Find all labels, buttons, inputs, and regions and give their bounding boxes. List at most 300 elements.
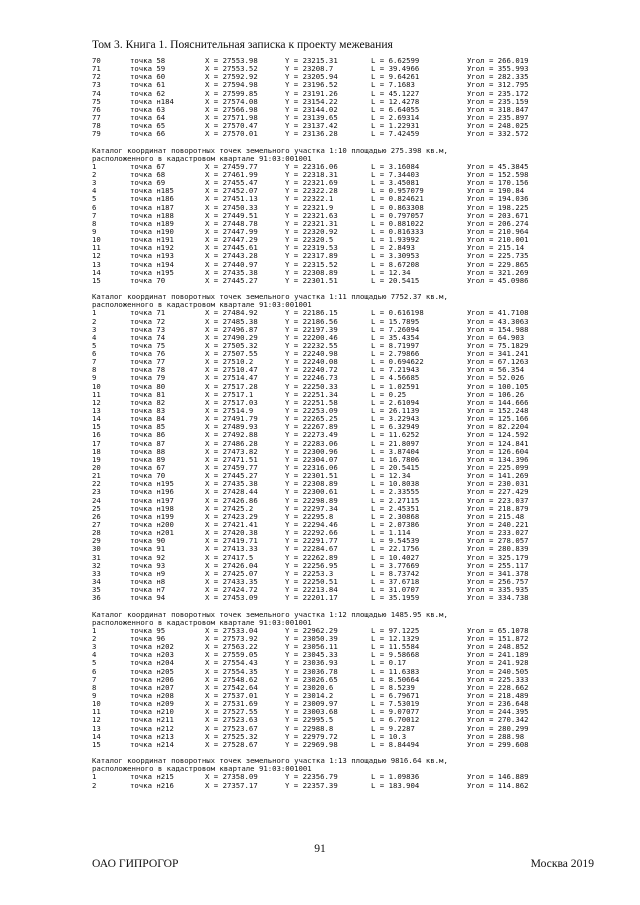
x-coordinate: X = 27533.04 [205, 625, 258, 635]
angle: Угол = 334.738 [467, 593, 529, 603]
point-name: точка н196 [130, 487, 174, 497]
point-name: точка 69 [130, 178, 166, 188]
length: L = 1.22931 [371, 121, 420, 131]
row-number: 13 [92, 259, 101, 269]
length: L = 12.34 [371, 267, 411, 277]
row-number: 3 [92, 324, 97, 334]
row-number: 75 [92, 96, 101, 106]
x-coordinate: X = 27486.28 [205, 438, 258, 448]
y-coordinate: Y = 22979.72 [285, 731, 338, 741]
x-coordinate: X = 27542.64 [205, 682, 258, 692]
x-coordinate: X = 27425.07 [205, 568, 258, 578]
point-name: точка 79 [130, 373, 166, 383]
length: L = 6.32949 [371, 422, 420, 432]
row-number: 11 [92, 707, 101, 717]
y-coordinate: Y = 22232.55 [285, 340, 338, 350]
x-coordinate: X = 27573.92 [205, 633, 258, 643]
length: L = 2.79866 [371, 349, 420, 359]
point-name: точка н216 [130, 780, 174, 790]
angle: Угол = 75.1829 [467, 340, 529, 350]
angle: Угол = 341.378 [467, 568, 529, 578]
coordinate-row [92, 423, 612, 431]
point-name: точка н194 [130, 259, 174, 269]
coordinate-row [92, 171, 612, 179]
point-name: точка н212 [130, 723, 174, 733]
row-number: 12 [92, 251, 101, 261]
point-name: точка 60 [130, 72, 166, 82]
x-coordinate: X = 27473.82 [205, 446, 258, 456]
row-number: 22 [92, 479, 101, 489]
point-name: точка 84 [130, 414, 166, 424]
x-coordinate: X = 27445.27 [205, 471, 258, 481]
coordinate-row [92, 383, 612, 391]
y-coordinate: Y = 22283.06 [285, 438, 338, 448]
point-name: точка 86 [130, 430, 166, 440]
coordinate-row [92, 98, 612, 106]
row-number: 17 [92, 438, 101, 448]
length: L = 11.6383 [371, 666, 420, 676]
x-coordinate: X = 27417.5 [205, 552, 254, 562]
y-coordinate: Y = 22186.15 [285, 308, 338, 318]
y-coordinate: Y = 22300.96 [285, 446, 338, 456]
page-number: 91 [314, 842, 326, 855]
coordinate-row [92, 358, 612, 366]
y-coordinate: Y = 22308.89 [285, 267, 338, 277]
y-coordinate: Y = 22253.3 [285, 568, 334, 578]
row-number: 6 [92, 202, 97, 212]
point-name: точка н200 [130, 520, 174, 530]
x-coordinate: X = 27510.2 [205, 357, 254, 367]
catalog-caption: Каталог координат поворотных точек земельного участка 1:13 площадью 9816.64 кв.м, [92, 756, 448, 766]
row-number: 2 [92, 169, 97, 179]
angle: Угол = 64.903 [467, 332, 525, 342]
row-number: 35 [92, 585, 101, 595]
row-number: 9 [92, 226, 97, 236]
x-coordinate: X = 27554.35 [205, 666, 258, 676]
coordinate-row [92, 399, 612, 407]
point-name: точка 92 [130, 552, 166, 562]
angle: Угол = 141.269 [467, 471, 529, 481]
x-coordinate: X = 27525.32 [205, 731, 258, 741]
row-number: 27 [92, 520, 101, 530]
x-coordinate: X = 27440.97 [205, 259, 258, 269]
point-name: точка 59 [130, 64, 166, 74]
y-coordinate: Y = 23137.42 [285, 121, 338, 131]
length: L = 6.79671 [371, 690, 420, 700]
length: L = 2.30868 [371, 511, 420, 521]
row-number: 14 [92, 414, 101, 424]
x-coordinate: X = 27426.04 [205, 560, 258, 570]
row-number: 19 [92, 454, 101, 464]
angle: Угол = 124.592 [467, 430, 529, 440]
point-name: точка 91 [130, 544, 166, 554]
length: L = 0.824621 [371, 194, 424, 204]
y-coordinate: Y = 22246.73 [285, 373, 338, 383]
length: L = 10.3 [371, 731, 407, 741]
x-coordinate: X = 27553.98 [205, 56, 258, 65]
angle: Угол = 125.166 [467, 414, 529, 424]
coordinate-row [92, 81, 612, 89]
row-number: 2 [92, 316, 97, 326]
angle: Угол = 288.98 [467, 731, 525, 741]
coordinate-row [92, 464, 612, 472]
row-number: 10 [92, 235, 101, 245]
row-number: 1 [92, 308, 97, 318]
x-coordinate: X = 27448.78 [205, 218, 258, 228]
x-coordinate: X = 27433.35 [205, 577, 258, 586]
length: L = 1.93992 [371, 235, 420, 245]
angle: Угол = 210.001 [467, 235, 529, 245]
length: L = 3.45081 [371, 178, 420, 188]
length: L = 9.58668 [371, 650, 420, 660]
row-number: 4 [92, 650, 97, 660]
y-coordinate: Y = 23009.97 [285, 699, 338, 709]
length: L = 2.8493 [371, 243, 415, 253]
angle: Угол = 67.1263 [467, 357, 529, 367]
coordinate-row [92, 431, 612, 439]
point-name: точка 94 [130, 593, 166, 603]
y-coordinate: Y = 22240.08 [285, 357, 338, 367]
angle: Угол = 215.14 [467, 243, 525, 253]
y-coordinate: Y = 22298.89 [285, 495, 338, 505]
row-number: 36 [92, 593, 101, 603]
x-coordinate: X = 27421.41 [205, 520, 258, 530]
row-number: 10 [92, 381, 101, 391]
x-coordinate: X = 27491.79 [205, 414, 258, 424]
point-name: точка н188 [130, 210, 174, 220]
length: L = 37.6718 [371, 577, 420, 586]
row-number: 29 [92, 536, 101, 546]
angle: Угол = 335.935 [467, 585, 529, 595]
row-number: 7 [92, 357, 97, 367]
x-coordinate: X = 27489.93 [205, 422, 258, 432]
x-coordinate: X = 27445.61 [205, 243, 258, 253]
row-number: 1 [92, 161, 97, 171]
row-number: 1 [92, 625, 97, 635]
y-coordinate: Y = 22295.8 [285, 511, 334, 521]
angle: Угол = 144.666 [467, 397, 529, 407]
x-coordinate: X = 27424.72 [205, 585, 258, 595]
row-number: 7 [92, 210, 97, 220]
x-coordinate: X = 27510.47 [205, 365, 258, 375]
angle: Угол = 280.839 [467, 544, 529, 554]
row-number: 79 [92, 129, 101, 139]
y-coordinate: Y = 23003.68 [285, 707, 338, 717]
y-coordinate: Y = 22300.61 [285, 487, 338, 497]
y-coordinate: Y = 22316.06 [285, 161, 338, 171]
point-name: точка 68 [130, 169, 166, 179]
coordinate-row [92, 277, 612, 285]
y-coordinate: Y = 22356.79 [285, 772, 338, 782]
point-name: точка 70 [130, 275, 166, 285]
row-number: 13 [92, 406, 101, 416]
angle: Угол = 190.84 [467, 186, 525, 196]
page-header: Том 3. Книга 1. Пояснительная записка к проекту межевания [92, 38, 393, 51]
x-coordinate: X = 27455.47 [205, 178, 258, 188]
x-coordinate: X = 27523.63 [205, 715, 258, 725]
length: L = 4.56685 [371, 373, 420, 383]
point-name: точка н187 [130, 202, 174, 212]
point-name: точка 78 [130, 365, 166, 375]
length: L = 0.17 [371, 658, 407, 668]
length: L = 39.4966 [371, 64, 420, 74]
y-coordinate: Y = 23191.26 [285, 88, 338, 98]
row-number: 11 [92, 243, 101, 253]
length: L = 0.797057 [371, 210, 424, 220]
point-name: точка н211 [130, 715, 174, 725]
point-name: точка н201 [130, 528, 174, 538]
y-coordinate: Y = 22240.72 [285, 365, 338, 375]
coordinate-row [92, 106, 612, 114]
length: L = 1.114 [371, 528, 411, 538]
coordinate-row [92, 309, 612, 317]
coordinate-row [92, 73, 612, 81]
row-number: 15 [92, 275, 101, 285]
coordinate-row [92, 570, 612, 578]
y-coordinate: Y = 22240.98 [285, 349, 338, 359]
length: L = 22.1756 [371, 544, 420, 554]
angle: Угол = 170.156 [467, 178, 529, 188]
point-name: точка 85 [130, 422, 166, 432]
point-name: точка н215 [130, 772, 174, 782]
point-name: точка 95 [130, 625, 166, 635]
length: L = 8.73742 [371, 568, 420, 578]
y-coordinate: Y = 23196.52 [285, 80, 338, 90]
coordinate-row [92, 114, 612, 122]
length: L = 9.54539 [371, 536, 420, 546]
x-coordinate: X = 27445.27 [205, 275, 258, 285]
row-number: 12 [92, 397, 101, 407]
length: L = 0.881022 [371, 218, 424, 228]
point-name: точка н185 [130, 186, 174, 196]
row-number: 9 [92, 690, 97, 700]
point-name: точка н193 [130, 251, 174, 261]
row-number: 5 [92, 194, 97, 204]
y-coordinate: Y = 22315.52 [285, 259, 338, 269]
y-coordinate: Y = 22291.77 [285, 536, 338, 546]
y-coordinate: Y = 22213.84 [285, 585, 338, 595]
row-number: 78 [92, 121, 101, 131]
x-coordinate: X = 27537.01 [205, 690, 258, 700]
angle: Угол = 124.841 [467, 438, 529, 448]
x-coordinate: X = 27459.77 [205, 463, 258, 473]
row-number: 3 [92, 178, 97, 188]
x-coordinate: X = 27419.71 [205, 536, 258, 546]
coordinate-row [92, 562, 612, 570]
coordinate-row [92, 269, 612, 277]
y-coordinate: Y = 22318.31 [285, 169, 338, 179]
angle: Угол = 43.3063 [467, 316, 529, 326]
x-coordinate: X = 27523.67 [205, 723, 258, 733]
x-coordinate: X = 27435.38 [205, 267, 258, 277]
coordinate-row [92, 391, 612, 399]
coordinate-row [92, 554, 612, 562]
y-coordinate: Y = 22321.31 [285, 218, 338, 228]
row-number: 2 [92, 633, 97, 643]
coordinate-row [92, 440, 612, 448]
y-coordinate: Y = 22301.51 [285, 471, 338, 481]
angle: Угол = 355.993 [467, 64, 529, 74]
catalog-caption: расположенного в кадастровом квартале 91:03:001001 [92, 617, 312, 627]
x-coordinate: X = 27471.51 [205, 454, 258, 464]
point-name: точка н202 [130, 642, 174, 652]
y-coordinate: Y = 22321.63 [285, 210, 338, 220]
length: L = 8.5239 [371, 682, 415, 692]
row-number: 26 [92, 511, 101, 521]
angle: Угол = 218.489 [467, 690, 529, 700]
point-name: точка н189 [130, 218, 174, 228]
y-coordinate: Y = 22265.25 [285, 414, 338, 424]
angle: Угол = 318.847 [467, 104, 529, 114]
coordinate-row [92, 578, 612, 586]
angle: Угол = 52.026 [467, 373, 525, 383]
length: L = 20.5415 [371, 275, 420, 285]
coordinates-listing [92, 57, 612, 790]
row-number: 30 [92, 544, 101, 554]
point-name: точка 65 [130, 121, 166, 131]
coordinate-row [92, 334, 612, 342]
length: L = 3.30953 [371, 251, 420, 261]
x-coordinate: X = 27599.85 [205, 88, 258, 98]
point-name: точка 62 [130, 88, 166, 98]
x-coordinate: X = 27571.98 [205, 112, 258, 122]
angle: Угол = 235.897 [467, 112, 529, 122]
row-number: 5 [92, 658, 97, 668]
y-coordinate: Y = 22250.51 [285, 577, 338, 586]
point-name: точка 64 [130, 112, 166, 122]
length: L = 1.09836 [371, 772, 420, 782]
x-coordinate: X = 27574.08 [205, 96, 258, 106]
x-coordinate: X = 27527.55 [205, 707, 258, 717]
y-coordinate: Y = 23026.65 [285, 674, 338, 684]
length: L = 1.02591 [371, 381, 420, 391]
y-coordinate: Y = 22322.1 [285, 194, 334, 204]
length: L = 3.22943 [371, 414, 420, 424]
y-coordinate: Y = 23050.39 [285, 633, 338, 643]
point-name: точка 82 [130, 397, 166, 407]
y-coordinate: Y = 22292.66 [285, 528, 338, 538]
angle: Угол = 151.872 [467, 633, 529, 643]
point-name: точка н195 [130, 267, 174, 277]
angle: Угол = 126.604 [467, 446, 529, 456]
y-coordinate: Y = 23144.02 [285, 104, 338, 114]
row-number: 6 [92, 666, 97, 676]
y-coordinate: Y = 23045.33 [285, 650, 338, 660]
coordinate-row [92, 350, 612, 358]
row-number: 6 [92, 349, 97, 359]
point-name: точка 96 [130, 633, 166, 643]
y-coordinate: Y = 22197.39 [285, 324, 338, 334]
x-coordinate: X = 27425.2 [205, 503, 254, 513]
x-coordinate: X = 27420.38 [205, 528, 258, 538]
y-coordinate: Y = 22297.34 [285, 503, 338, 513]
x-coordinate: X = 27451.13 [205, 194, 258, 204]
x-coordinate: X = 27450.33 [205, 202, 258, 212]
angle: Угол = 223.037 [467, 495, 529, 505]
length: L = 97.1225 [371, 625, 420, 635]
point-name: точка н8 [130, 577, 166, 586]
y-coordinate: Y = 22316.06 [285, 463, 338, 473]
angle: Угол = 82.2204 [467, 422, 529, 432]
x-coordinate: X = 27554.43 [205, 658, 258, 668]
point-name: точка 67 [130, 463, 166, 473]
angle: Угол = 270.342 [467, 715, 529, 725]
x-coordinate: X = 27559.05 [205, 650, 258, 660]
length: L = 2.69314 [371, 112, 420, 122]
length: L = 2.07386 [371, 520, 420, 530]
point-name: точка 75 [130, 340, 166, 350]
coordinate-row [92, 65, 612, 73]
y-coordinate: Y = 22321.9 [285, 202, 334, 212]
point-name: точка н197 [130, 495, 174, 505]
x-coordinate: X = 27449.51 [205, 210, 258, 220]
angle: Угол = 225.333 [467, 674, 529, 684]
angle: Угол = 235.159 [467, 96, 529, 106]
y-coordinate: Y = 22320.5 [285, 235, 334, 245]
row-number: 70 [92, 56, 101, 65]
angle: Угол = 198.225 [467, 202, 529, 212]
point-name: точка н9 [130, 568, 166, 578]
row-number: 73 [92, 80, 101, 90]
point-name: точка н186 [130, 194, 174, 204]
y-coordinate: Y = 23020.6 [285, 682, 334, 692]
coordinate-row [92, 741, 612, 749]
angle: Угол = 227.429 [467, 487, 529, 497]
row-number: 24 [92, 495, 101, 505]
row-number: 7 [92, 674, 97, 684]
angle: Угол = 218.879 [467, 503, 529, 513]
angle: Угол = 114.862 [467, 780, 529, 790]
x-coordinate: X = 27461.99 [205, 169, 258, 179]
row-number: 28 [92, 528, 101, 538]
length: L = 12.34 [371, 471, 411, 481]
angle: Угол = 65.1078 [467, 625, 529, 635]
x-coordinate: X = 27594.98 [205, 80, 258, 90]
y-coordinate: Y = 23036.93 [285, 658, 338, 668]
y-coordinate: Y = 23215.31 [285, 56, 338, 65]
point-name: точка н209 [130, 699, 174, 709]
coordinate-row [92, 326, 612, 334]
point-name: точка 81 [130, 389, 166, 399]
angle: Угол = 215.48 [467, 511, 525, 521]
point-name: точка н190 [130, 226, 174, 236]
angle: Угол = 225.099 [467, 463, 529, 473]
coordinate-row [92, 537, 612, 545]
row-number: 31 [92, 552, 101, 562]
row-number: 5 [92, 340, 97, 350]
x-coordinate: X = 27426.86 [205, 495, 258, 505]
angle: Угол = 240.221 [467, 520, 529, 530]
point-name: точка н213 [130, 731, 174, 741]
y-coordinate: Y = 22320.92 [285, 226, 338, 236]
coordinate-row [92, 130, 612, 138]
length: L = 7.26094 [371, 324, 420, 334]
length: L = 7.21943 [371, 365, 420, 375]
row-number: 11 [92, 389, 101, 399]
length: L = 10.8038 [371, 479, 420, 489]
coordinate-row [92, 594, 612, 602]
angle: Угол = 325.179 [467, 552, 529, 562]
angle: Угол = 244.395 [467, 707, 529, 717]
x-coordinate: X = 27496.87 [205, 324, 258, 334]
y-coordinate: Y = 22251.58 [285, 397, 338, 407]
length: L = 9.64261 [371, 72, 420, 82]
x-coordinate: X = 27517.03 [205, 397, 258, 407]
x-coordinate: X = 27423.29 [205, 511, 258, 521]
point-name: точка 61 [130, 80, 166, 90]
point-name: точка 83 [130, 406, 166, 416]
x-coordinate: X = 27484.92 [205, 308, 258, 318]
